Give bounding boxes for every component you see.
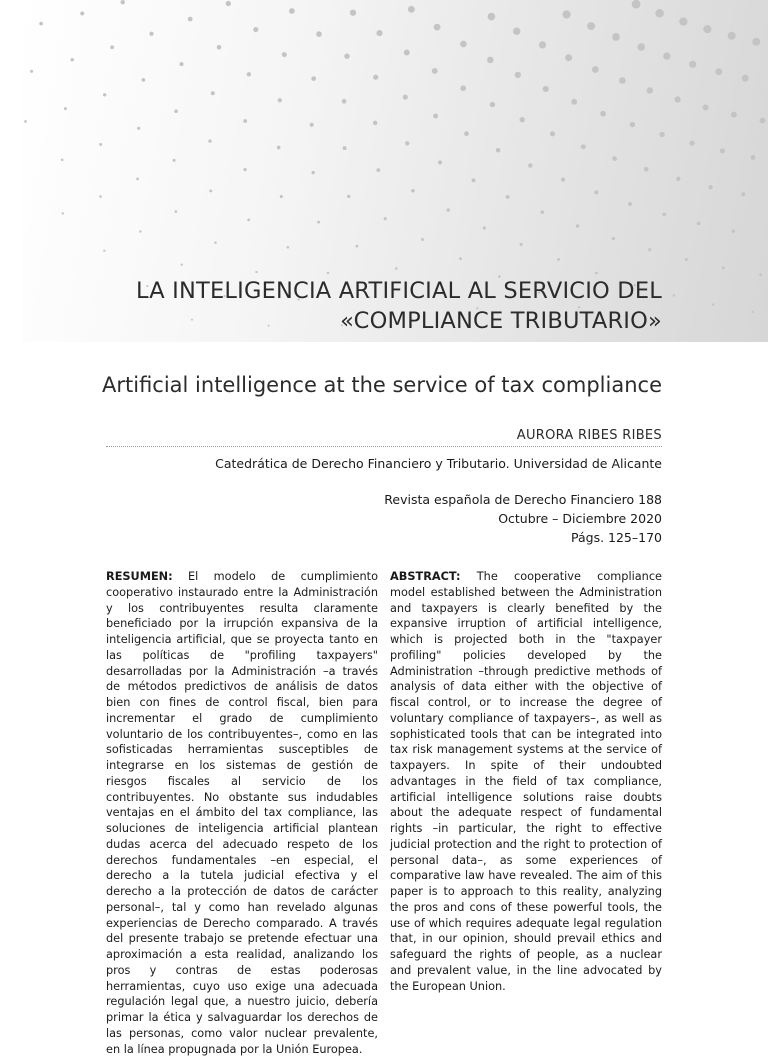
halftone-dot [630, 122, 636, 128]
halftone-dot [404, 50, 410, 56]
halftone-dot [243, 119, 247, 123]
halftone-dot [659, 132, 664, 137]
halftone-dot [662, 212, 666, 216]
halftone-dot [464, 131, 469, 136]
halftone-dot [752, 38, 760, 46]
halftone-dot [103, 93, 106, 96]
halftone-dot [277, 146, 281, 150]
journal-info [384, 490, 662, 547]
halftone-dot [679, 17, 687, 25]
halftone-dot [287, 246, 290, 249]
halftone-dot [685, 258, 688, 261]
halftone-dot [703, 104, 709, 110]
article-title-line-1: LA INTELIGENCIA ARTIFICIAL AL SERVICIO DEL [135, 278, 662, 304]
halftone-dot [697, 222, 701, 226]
halftone-dot [30, 70, 33, 73]
halftone-dot [708, 185, 712, 189]
halftone-dot [209, 189, 212, 192]
halftone-dot [282, 52, 287, 57]
halftone-dot [513, 27, 520, 34]
halftone-dot [255, 271, 257, 273]
halftone-dot [64, 107, 67, 110]
halftone-dot [384, 217, 387, 220]
halftone-dot [411, 189, 415, 193]
halftone-dot [62, 212, 64, 214]
halftone-dot [434, 24, 441, 31]
halftone-dot [80, 12, 84, 16]
halftone-dot [520, 243, 523, 246]
halftone-dot [563, 10, 571, 18]
halftone-dot [637, 43, 645, 51]
halftone-dot [395, 267, 398, 270]
halftone-dot [142, 78, 146, 82]
halftone-dot [612, 237, 615, 240]
journal-pages: Págs. 125–170 [571, 530, 662, 545]
halftone-dot [742, 75, 749, 82]
halftone-dot [752, 311, 754, 313]
halftone-dot [460, 85, 466, 91]
halftone-dot [173, 159, 176, 162]
halftone-dot [539, 41, 546, 48]
halftone-dot [103, 250, 105, 252]
halftone-dot [343, 146, 347, 150]
halftone-dot [674, 96, 680, 102]
halftone-dot [506, 195, 510, 199]
halftone-dot [581, 144, 586, 149]
halftone-dot [722, 266, 725, 269]
halftone-dot [655, 9, 664, 18]
halftone-dot [316, 31, 322, 37]
halftone-dot [576, 224, 579, 227]
halftone-dot [515, 72, 521, 78]
halftone-dot [110, 45, 114, 49]
halftone-dot [600, 111, 606, 117]
halftone-dot [137, 127, 140, 130]
halftone-dot [619, 77, 626, 84]
resumen-label: RESUMEN: [106, 570, 173, 583]
resumen-paragraph [106, 569, 378, 1057]
halftone-dot [720, 148, 725, 153]
halftone-dot [594, 190, 598, 194]
halftone-dot [472, 178, 476, 182]
halftone-dot [587, 22, 595, 30]
halftone-dot [311, 76, 316, 81]
halftone-dot [247, 72, 251, 76]
halftone-dot [405, 141, 409, 145]
halftone-dot [550, 131, 555, 136]
halftone-dot [712, 303, 714, 305]
abstract-label: ABSTRACT: [390, 570, 461, 583]
abstract-paragraph [390, 569, 662, 994]
halftone-dot [565, 54, 572, 61]
halftone-dot [447, 208, 450, 211]
halftone-dot [438, 160, 442, 164]
halftone-dot [540, 210, 544, 214]
halftone-dot [136, 178, 139, 181]
halftone-dot [520, 117, 525, 122]
halftone-dot [211, 91, 215, 95]
halftone-dot [344, 53, 349, 58]
halftone-dot [647, 87, 653, 93]
halftone-dot [70, 58, 73, 61]
halftone-dot [243, 168, 246, 171]
halftone-dot [217, 45, 222, 50]
halftone-dot [342, 99, 347, 104]
halftone-dot [459, 257, 462, 260]
halftone-dot [676, 177, 680, 181]
halftone-dot [121, 0, 125, 4]
halftone-dot [460, 41, 467, 48]
halftone-dot [99, 143, 102, 146]
halftone-dot [612, 156, 617, 161]
halftone-dot [356, 245, 359, 248]
halftone-dot [557, 258, 560, 261]
halftone-dot [632, 0, 641, 9]
halftone-dot [628, 202, 632, 206]
halftone-dot [39, 22, 43, 26]
halftone-dot [139, 230, 141, 232]
halftone-dot [728, 32, 736, 40]
halftone-dot [289, 8, 295, 14]
halftone-dot [760, 118, 766, 124]
halftone-dot [376, 30, 382, 36]
halftone-dot [690, 141, 695, 146]
halftone-dot [595, 272, 598, 275]
halftone-dot [715, 68, 722, 75]
halftone-dot [528, 163, 532, 167]
halftone-dot [61, 158, 64, 161]
journal-name: Revista española de Derecho Financiero 188 [384, 492, 662, 507]
article-title-line-2: «COMPLIANCE TRIBUTARIO» [340, 308, 662, 334]
halftone-dot [612, 33, 620, 41]
journal-date: Octubre – Diciembre 2020 [498, 511, 662, 526]
halftone-dot [350, 10, 356, 16]
halftone-dot [543, 86, 549, 92]
halftone-dot [253, 27, 258, 32]
halftone-dot [179, 62, 183, 66]
halftone-dot [24, 120, 27, 123]
halftone-dot [188, 17, 193, 22]
halftone-dot [703, 25, 711, 33]
author-affiliation: Catedrática de Derecho Financiero y Tributario. Universidad de Alicante [215, 456, 662, 471]
resumen-text: El modelo de cumplimiento cooperativo instaurado entre la Administración y los contribuyentes resulta claramente beneficiado por la irrupción expansiva de la inteligencia artificial, que se proyecta tanto en las políticas de "profiling taxpayers" desarrolladas por la Administración –a través de métodos predictivos de análisis de datos bien con fines de control fiscal, bien para incrementar el grado de cumplimiento voluntario de los contribuyentes–, como en las sofisticadas herramientas susceptibles de integrarse en los sistemas de gestión de riesgos fiscales al servicio de los contribuyentes. No obstante sus indudables ventajas en el ámbito del tax compliance, las soluciones de inteligencia artificial plantean dudas acerca del adecuado respeto de los derechos fundamentales –en especial, el derecho a la tutela judicial efectiva y el derecho a la protección de datos de carácter personal–, tal y como han revelado algunas experiencias de Derecho comparado. A través del presente trabajo se pretende efectuar una aproximación a esta realidad, analizando los pros y contras de estas poderosas herramientas, cuyo uso exige una adecuada regulación legal que, a nuestro juicio, debería primar la ética y salvaguardar los derechos de las personas, como valor nuclear prevalente, en la línea propugnada por la Unión Europea. [106, 570, 378, 1056]
halftone-dot [644, 167, 649, 172]
halftone-dot [174, 109, 178, 113]
halftone-dot [488, 13, 496, 21]
halftone-dot [373, 75, 378, 80]
halftone-dot [561, 177, 565, 181]
halftone-dot [732, 229, 735, 232]
halftone-dot [278, 98, 282, 102]
halftone-dot [226, 1, 231, 6]
dotted-divider [106, 446, 662, 447]
halftone-dot [99, 195, 102, 198]
abstract-text: The cooperative compliance model established between the Administration and taxpayers is clearly benefited by the expansive irruption of artificial intelligence, which is projected both in the "taxpayer profiling" policies developed by the Administration –through predictive methods of analysis of data either with the objective of fiscal control, or to increase the degree of voluntary compliance of taxpayers–, as well as sophisticated tools that can be integrated into tax risk management systems at the service of taxpayers. In spite of their undoubted advantages in the field of tax compliance, artificial intelligence solutions raise doubts about the adequate respect of fundamental rights –in particular, the right to effective judicial protection and the right to protection of personal data–, as some experiences of comparative law have revealed. The aim of this paper is to approach to this reality, analyzing the pros and cons of these powerful tools, the use of which requires adequate legal regulation that, in our opinion, should prevail ethics and safeguard the rights of people, as a nuclear and prevalent value, in the line advocated by the European Union. [390, 570, 662, 993]
halftone-dot [433, 114, 438, 119]
halftone-dot [487, 57, 494, 64]
halftone-dot [327, 272, 329, 274]
halftone-dot [149, 32, 153, 36]
halftone-dot [280, 195, 283, 198]
halftone-dot [741, 192, 745, 196]
halftone-dot [483, 226, 486, 229]
halftone-dot [689, 61, 696, 68]
author-name: AURORA RIBES RIBES [516, 428, 662, 443]
halftone-dot [432, 68, 438, 74]
halftone-dot [208, 139, 211, 142]
halftone-dot [373, 121, 377, 125]
halftone-dot [403, 95, 408, 100]
halftone-dot [311, 171, 314, 174]
halftone-dot [648, 248, 651, 251]
halftone-dot [592, 66, 599, 73]
halftone-dot [731, 112, 737, 118]
halftone-dot [214, 241, 217, 244]
halftone-dot [663, 52, 670, 59]
halftone-dot [376, 168, 380, 172]
halftone-dot [247, 219, 250, 222]
halftone-dot [759, 273, 762, 276]
halftone-dot [421, 238, 424, 241]
halftone-dot [408, 6, 415, 13]
halftone-dot [571, 99, 577, 105]
halftone-dot [496, 148, 501, 153]
article-subtitle: Artificial intelligence at the service of tax compliance [102, 373, 662, 397]
halftone-dot [310, 123, 314, 127]
halftone-dot [347, 195, 350, 198]
halftone-dot [317, 221, 320, 224]
halftone-dot [751, 155, 756, 160]
halftone-dot [175, 210, 178, 213]
halftone-dot [673, 294, 675, 296]
halftone-dot [490, 102, 496, 108]
halftone-dot [181, 264, 183, 266]
